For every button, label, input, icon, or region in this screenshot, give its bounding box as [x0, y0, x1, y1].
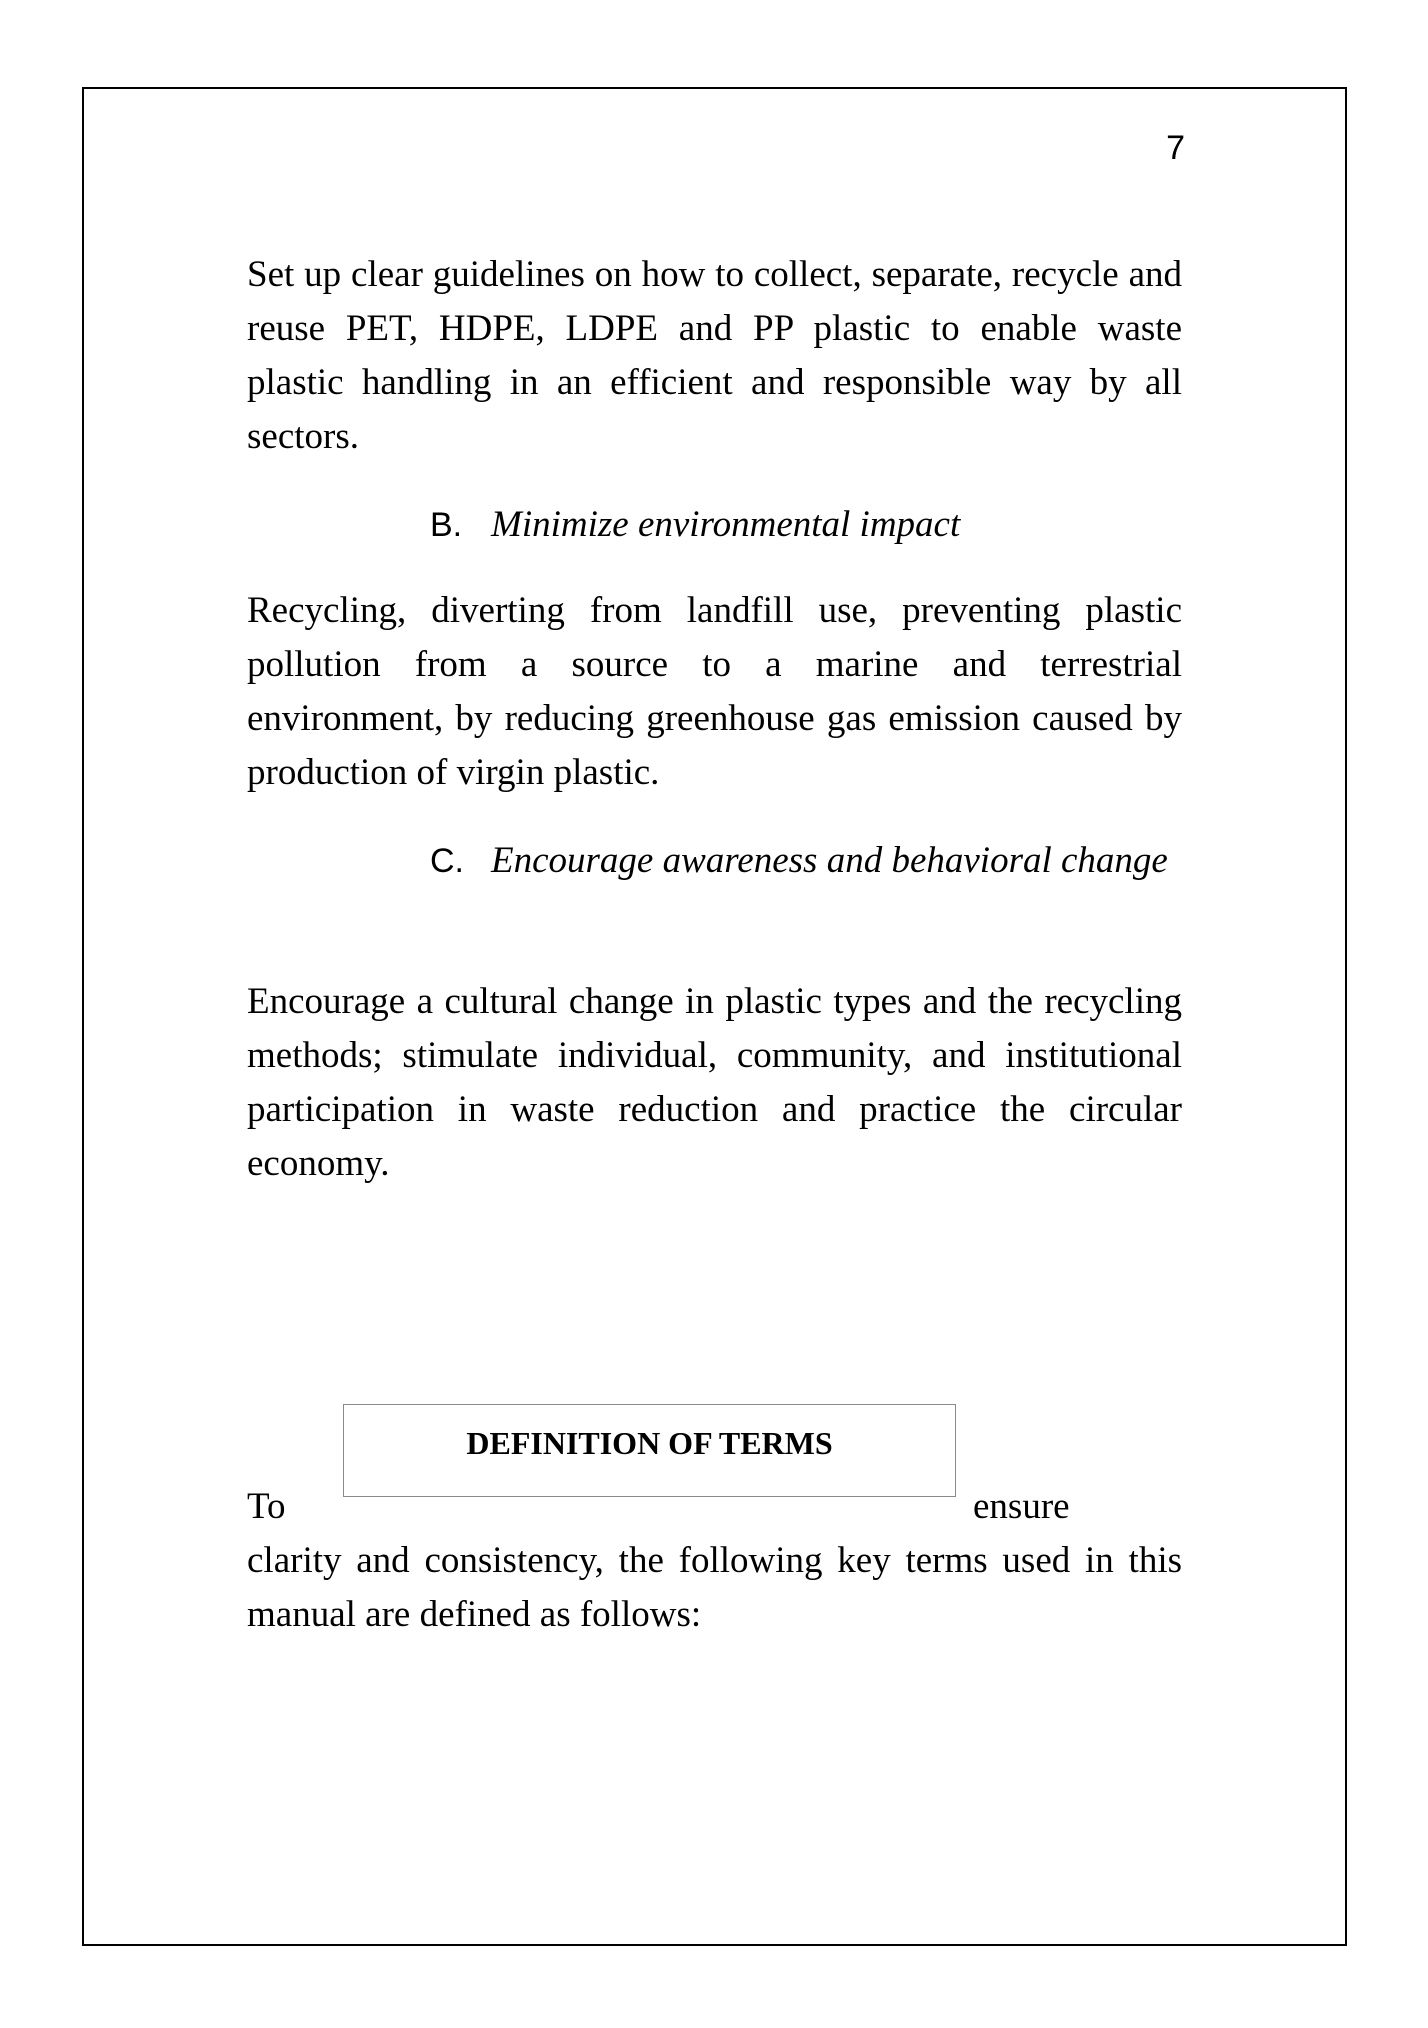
section-c-title: Encourage awareness and behavioral change [491, 840, 1168, 881]
definitions-intro-text: clarity and consistency, the following key terms used in this manual are defined as follows: [247, 1540, 1182, 1635]
definition-of-terms-heading: DEFINITION OF TERMS [343, 1404, 956, 1497]
definitions-intro-second-word: ensure [973, 1486, 1070, 1527]
page-number: 7 [1166, 129, 1185, 167]
intro-paragraph: Set up clear guidelines on how to collect, separate, recycle and reuse PET, HDPE, LDPE and PP plastic to enable waste plastic handling in an efficient and responsible way by all sectors. [247, 254, 1182, 457]
section-b-heading [430, 498, 1185, 552]
section-c-letter: C. [430, 842, 464, 880]
section-b-body: Recycling, diverting from landfill use, preventing plastic pollution from a source to a marine and terrestrial environment, by reducing greenhouse gas emission caused by production of virgin plastic. [247, 590, 1182, 793]
section-c-heading [430, 834, 1185, 942]
section-b-letter: B. [430, 506, 463, 544]
section-c-body: Encourage a cultural change in plastic types and the recycling methods; stimulate individual, community, and institutional participation in waste reduction and practice the circular economy. [247, 981, 1182, 1184]
definitions-intro-first-word: To [247, 1486, 286, 1527]
section-b-title: Minimize environmental impact [491, 504, 961, 545]
